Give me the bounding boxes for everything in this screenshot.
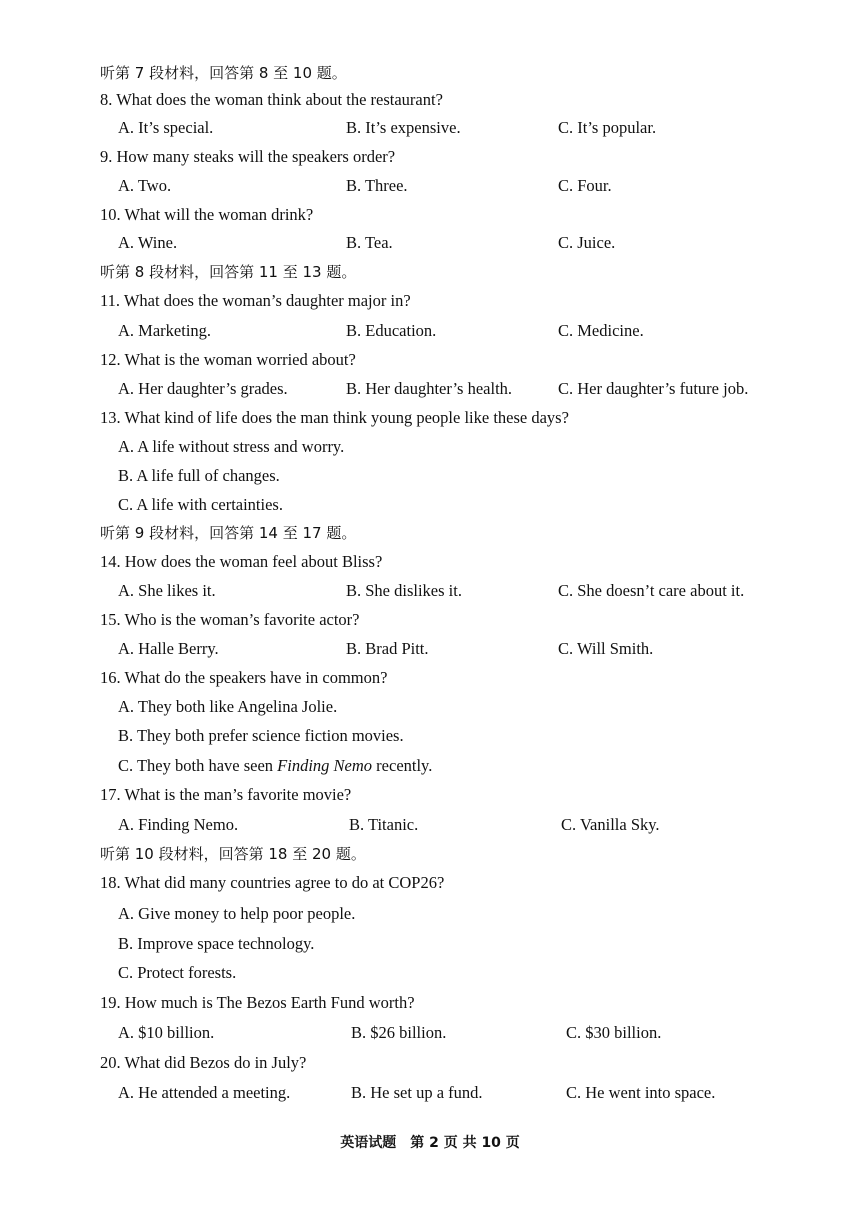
section-header: 听第 9 段材料，回答第 14 至 17 题。 [100, 524, 357, 542]
option-b: B. Titanic. [349, 815, 419, 834]
page-footer: 英语试题 第 2 页 共 10 页 [340, 1135, 520, 1151]
section-header: 听第 8 段材料，回答第 11 至 13 题。 [100, 263, 357, 281]
option-c: C. Her daughter’s future job. [558, 379, 749, 398]
option-c: C. It’s popular. [558, 118, 657, 137]
question-stem: 11. What does the woman’s daughter major in? [100, 291, 411, 310]
question-stem: 9. How many steaks will the speakers order? [100, 147, 396, 166]
option-c: C. She doesn’t care about it. [558, 581, 745, 600]
option-a: A. Give money to help poor people. [118, 904, 356, 923]
option-c: C. Protect forests. [118, 963, 237, 982]
option-c: C. Vanilla Sky. [561, 815, 660, 834]
option-c: C. Will Smith. [558, 639, 654, 658]
option-a: A. A life without stress and worry. [118, 437, 345, 456]
option-b: B. They both prefer science fiction movies. [118, 726, 404, 745]
option-b: B. A life full of changes. [118, 466, 280, 485]
question-stem: 10. What will the woman drink? [100, 205, 314, 224]
option-c: C. $30 billion. [566, 1023, 662, 1042]
question-stem: 17. What is the man’s favorite movie? [100, 785, 352, 804]
option-c [118, 755, 432, 777]
option-c: C. Juice. [558, 233, 616, 252]
option-b: B. Brad Pitt. [346, 639, 429, 658]
option-b: B. Her daughter’s health. [346, 379, 513, 398]
question-stem: 18. What did many countries agree to do at COP26? [100, 873, 445, 892]
option-a: A. $10 billion. [118, 1023, 215, 1042]
option-b: B. She dislikes it. [346, 581, 462, 600]
question-stem: 12. What is the woman worried about? [100, 350, 356, 369]
question-stem: 19. How much is The Bezos Earth Fund worth? [100, 993, 415, 1012]
option-c: C. Four. [558, 176, 612, 195]
option-a: A. Marketing. [118, 321, 212, 340]
option-a: A. Finding Nemo. [118, 815, 239, 834]
option-c-suffix: recently. [372, 756, 433, 775]
question-stem: 15. Who is the woman’s favorite actor? [100, 610, 360, 629]
option-a: A. Two. [118, 176, 172, 195]
option-a: A. He attended a meeting. [118, 1083, 291, 1102]
section-header: 听第 7 段材料，回答第 8 至 10 题。 [100, 64, 347, 82]
question-stem: 8. What does the woman think about the restaurant? [100, 90, 443, 109]
option-b: B. It’s expensive. [346, 118, 461, 137]
question-stem: 20. What did Bezos do in July? [100, 1053, 307, 1072]
option-b: B. Improve space technology. [118, 934, 315, 953]
question-stem: 14. How does the woman feel about Bliss? [100, 552, 383, 571]
option-b: B. Education. [346, 321, 437, 340]
option-a: A. It’s special. [118, 118, 214, 137]
option-c: C. A life with certainties. [118, 495, 283, 514]
option-b: B. Three. [346, 176, 408, 195]
section-header: 听第 10 段材料，回答第 18 至 20 题。 [100, 845, 366, 863]
question-stem: 16. What do the speakers have in common? [100, 668, 388, 687]
option-b: B. He set up a fund. [351, 1083, 483, 1102]
option-c-prefix: C. They both have seen [118, 756, 278, 775]
option-a: A. Wine. [118, 233, 178, 252]
option-b: B. Tea. [346, 233, 393, 252]
option-c: C. Medicine. [558, 321, 644, 340]
option-b: B. $26 billion. [351, 1023, 447, 1042]
movie-title: Finding Nemo [277, 756, 373, 775]
question-stem: 13. What kind of life does the man think young people like these days? [100, 408, 569, 427]
option-a: A. Halle Berry. [118, 639, 219, 658]
option-a: A. Her daughter’s grades. [118, 379, 288, 398]
option-a: A. She likes it. [118, 581, 216, 600]
option-c: C. He went into space. [566, 1083, 716, 1102]
option-a: A. They both like Angelina Jolie. [118, 697, 338, 716]
